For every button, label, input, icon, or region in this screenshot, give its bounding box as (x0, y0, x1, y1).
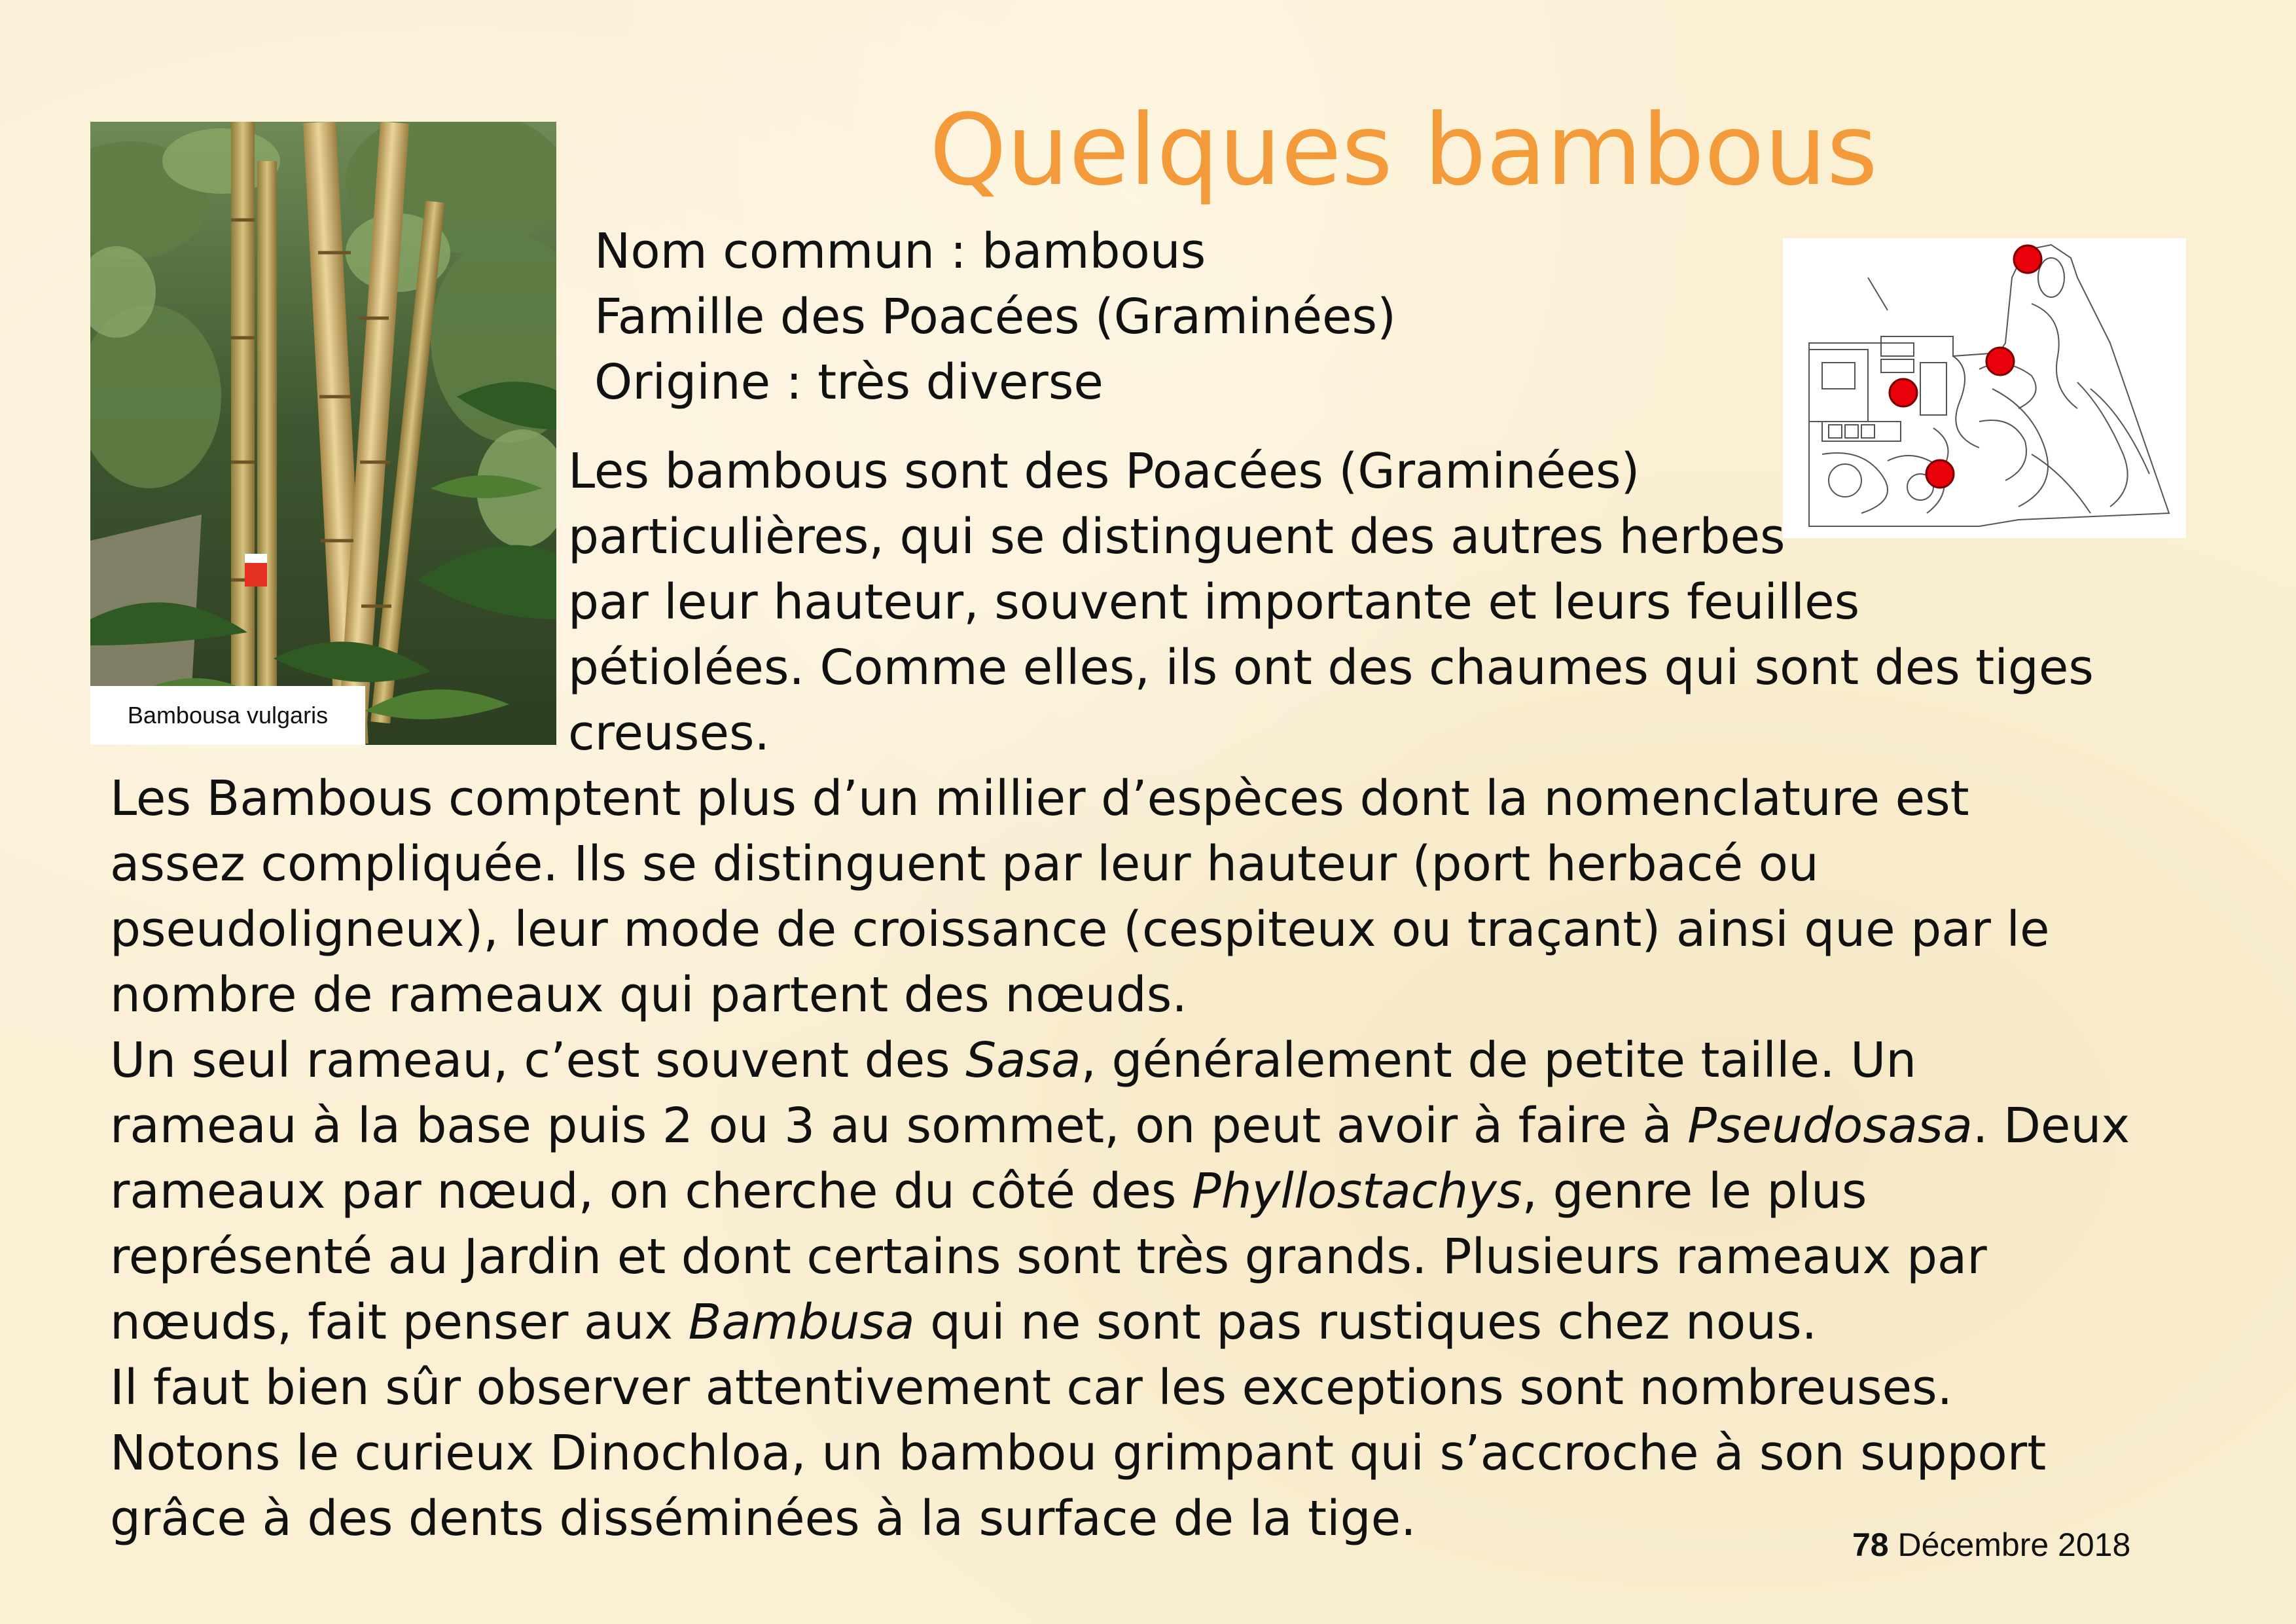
body-line: représenté au Jardin et dont certains sont très grands. Plusieurs rameaux par (110, 1229, 1987, 1285)
body-text (110, 766, 2130, 1551)
body-line: Il faut bien sûr observer attentivement car les exceptions sont nombreuses. (110, 1360, 1953, 1416)
body-line: Notons le curieux Dinochloa, un bambou grimpant qui s’accroche à son support (110, 1425, 2047, 1481)
intro-line: particulières, qui se distinguent des autres herbes (568, 509, 1785, 565)
map-marker (2014, 245, 2041, 273)
map-marker (1986, 348, 2014, 375)
text-run: nœuds, fait penser aux (110, 1294, 689, 1350)
intro-paragraph (568, 439, 2094, 766)
bamboo-photo (90, 122, 556, 745)
body-line (110, 1028, 2130, 1093)
text-run: rameau à la base puis 2 ou 3 au sommet, on peut avoir à faire à (110, 1098, 1688, 1154)
text-run: , généralement de petite taille. Un (1081, 1032, 1917, 1089)
body-line: Les Bambous comptent plus d’un millier d’espèces dont la nomenclature est (110, 770, 1969, 827)
text-run: . Deux (1972, 1098, 2130, 1154)
bamboo-photo-image (90, 122, 556, 745)
body-line (110, 1159, 2130, 1224)
genus-name: Pseudosasa (1687, 1098, 1973, 1154)
issue-date: Décembre 2018 (1888, 1526, 2131, 1563)
family: Famille des Poacées (Graminées) (594, 289, 1396, 345)
body-line: assez compliquée. Ils se distinguent par leur hauteur (port herbacé ou (110, 836, 1819, 892)
genus-name: Sasa (965, 1032, 1081, 1089)
text-run: qui ne sont pas rustiques chez nous. (914, 1294, 1818, 1350)
page-title: Quelques bambous (929, 94, 1878, 208)
origin: Origine : très diverse (594, 354, 1103, 410)
text-run: Un seul rameau, c’est souvent des (110, 1032, 966, 1089)
page-footer (1852, 1525, 2130, 1564)
body-line (110, 1093, 2130, 1159)
text-run: , genre le plus (1522, 1163, 1867, 1219)
body-line: grâce à des dents disséminées à la surface de la tige. (110, 1490, 1416, 1547)
map-marker (1890, 379, 1917, 406)
text-run: rameaux par nœud, on cherche du côté des (110, 1163, 1192, 1219)
body-line: pseudoligneux), leur mode de croissance (cespiteux ou traçant) ainsi que par le (110, 901, 2050, 958)
intro-line: Les bambous sont des Poacées (Graminées) (568, 443, 1640, 499)
intro-line: pétiolées. Comme elles, ils ont des chaumes qui sont des tiges (568, 640, 2094, 696)
plant-info (594, 219, 1396, 415)
genus-name: Bambusa (688, 1294, 915, 1350)
body-line: nombre de rameaux qui partent des nœuds. (110, 967, 1187, 1023)
common-name: Nom commun : bambous (594, 223, 1206, 280)
genus-name: Phyllostachys (1191, 1163, 1522, 1219)
intro-line: par leur hauteur, souvent importante et leurs feuilles (568, 574, 1860, 630)
body-line (110, 1290, 2130, 1355)
page-number: 78 (1852, 1526, 1889, 1563)
intro-line: creuses. (568, 705, 770, 761)
photo-caption: Bambousa vulgaris (90, 686, 365, 745)
